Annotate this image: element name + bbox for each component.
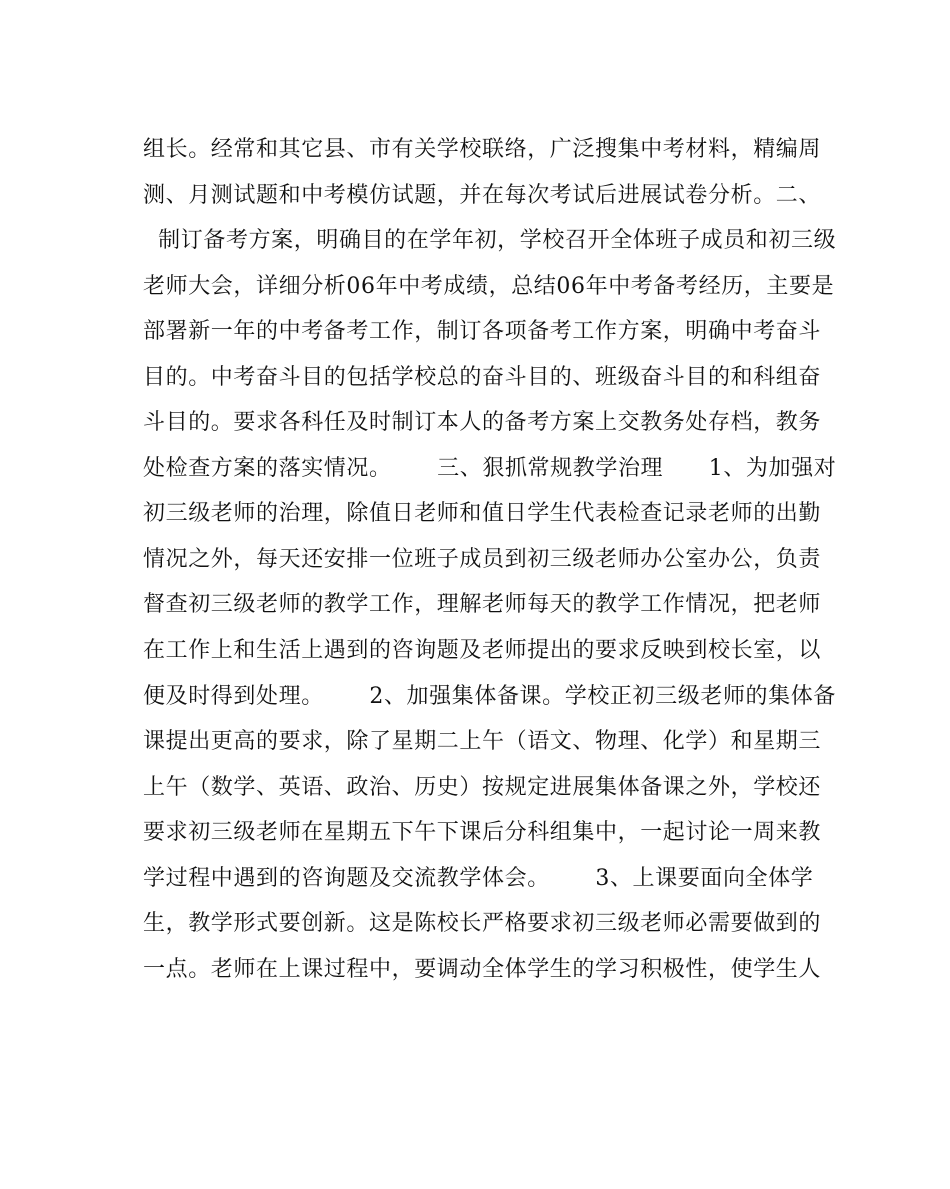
text-line: 督查初三级老师的教学工作，理解老师每天的教学工作情况，把老师 [143,592,822,618]
text-line: 便及时得到处理。 2、加强集体备课。学校正初三级老师的集体备 [143,683,836,709]
text-line: 在工作上和生活上遇到的咨询题及老师提出的要求反映到校长室，以 [143,638,822,664]
text-line: 组长。经常和其它县、市有关学校联络，广泛搜集中考材料，精编周 [143,137,822,162]
text-line: 部署新一年的中考备考工作，制订各项备考工作方案，明确中考奋斗 [143,319,822,345]
text-line: 测、月测试题和中考模仿试题，并在每次考试后进展试卷分析。二、 [143,182,822,208]
text-line: 上午（数学、英语、政治、历史）按规定进展集体备课之外，学校还 [143,774,822,800]
text-line: 要求初三级老师在星期五下午下课后分科组集中，一起讨论一周来教 [143,820,822,846]
text-line: 目的。中考奋斗目的包括学校总的奋斗目的、班级奋斗目的和科组奋 [143,364,822,390]
text-line: 生，教学形式要创新。这是陈校长严格要求初三级老师必需要做到的 [143,911,822,937]
text-line: 一点。老师在上课过程中，要调动全体学生的学习积极性，使学生人 [143,956,822,982]
text-line: 学过程中遇到的咨询题及交流教学体会。 3、上课要面向全体学 [143,865,814,891]
text-line: 斗目的。要求各科任及时制订本人的备考方案上交教务处存档，教务 [143,410,822,436]
text-line: 制订备考方案，明确目的在学年初，学校召开全体班子成员和初三级 [143,228,837,254]
text-line: 课提出更高的要求，除了星期二上午（语文、物理、化学）和星期三 [143,729,822,755]
text-line: 初三级老师的治理，除值日老师和值日学生代表检查记录老师的出勤 [143,501,822,527]
text-line: 老师大会，详细分析06年中考成绩，总结06年中考备考经历，主要是 [143,273,835,299]
body-text [143,127,837,992]
text-line: 处检查方案的落实情况。 三、狠抓常规教学治理 1、为加强对 [143,455,837,481]
text-line: 情况之外，每天还安排一位班子成员到初三级老师办公室办公，负责 [143,546,822,572]
